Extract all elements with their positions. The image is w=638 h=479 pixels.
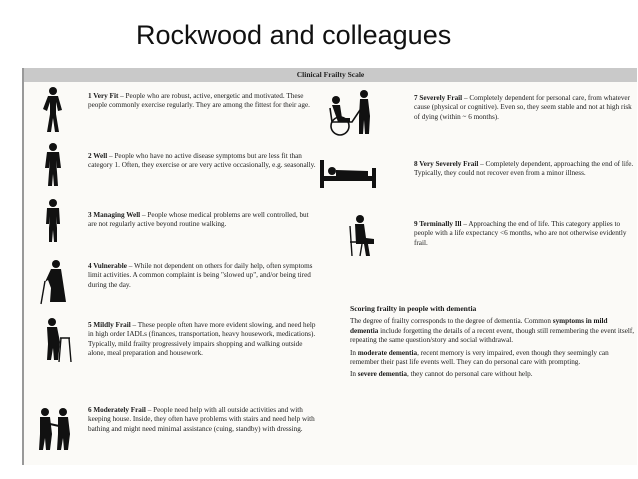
- very-severely-frail-bed-figure-icon: [318, 156, 378, 190]
- slide-title: Rockwood and colleagues: [136, 20, 452, 50]
- terminally-ill-seated-figure-icon: [344, 214, 378, 258]
- moderate-dementia-paragraph: In moderate dementia, recent memory is very impaired, even though they seemingly can remember their past life events well. They can do personal care with prompting.: [350, 348, 609, 367]
- very-fit-figure-icon: [38, 86, 68, 134]
- clinical-frailty-scale: [22, 68, 637, 465]
- severe-dementia-paragraph: In severe dementia, they cannot do personal care without help.: [350, 370, 533, 379]
- frailty-level-3: 3 Managing Well – People whose medical problems are well controlled, but are not regularly active beyond routine walking.: [88, 211, 309, 229]
- managing-well-figure-icon: [38, 198, 68, 244]
- vulnerable-cane-figure-icon: [36, 258, 72, 306]
- severely-frail-wheelchair-figure-icon: [322, 90, 378, 138]
- frailty-level-7: 7 Severely Frail – Completely dependent for personal care, from whatever cause (physical or cognitive). Even so, they seem stable and not at high risk of dying (within ~ 6 months).: [414, 94, 632, 121]
- moderately-frail-assisted-figure-icon: [32, 406, 78, 452]
- frailty-level-8: 8 Very Severely Frail – Completely dependent, approaching the end of life. Typically, they could not recover even from a minor illness.: [414, 160, 634, 178]
- frailty-level-9: 9 Terminally Ill – Approaching the end of life. This category applies to people with a life expectancy <6 months, who are not otherwise evidently frail.: [414, 220, 627, 247]
- frailty-level-5: 5 Mildly Frail – These people often have more evident slowing, and need help in high order IADLs (finances, transportation, heavy housework, medications). Typically, mild frailty progressively impairs shopping and walking outside alone, meal preparation and housework.: [88, 321, 316, 358]
- frailty-level-4: 4 Vulnerable – While not dependent on others for daily help, often symptoms limit activities. A common complaint is being "slowed up", and/or being tired during the day.: [88, 262, 313, 289]
- dementia-heading: Scoring frailty in people with dementia: [350, 304, 477, 313]
- frailty-level-6: 6 Moderately Frail – People need help with all outside activities and with keeping house. Inside, they often have problems with stairs and need help with bathing and might need minimal assistance (cuing, standby) with dressing.: [88, 406, 315, 433]
- scale-header: Clinical Frailty Scale: [24, 68, 637, 82]
- frailty-level-1: 1 Very Fit – People who are robust, active, energetic and motivated. These people commonly exercise regularly. They are among the fittest for their age.: [88, 92, 310, 110]
- frailty-level-2: 2 Well – People who have no active disease symptoms but are less fit than category 1. Often, they exercise or are very active occasionally, e.g. seasonally.: [88, 152, 316, 170]
- mild-dementia-paragraph: The degree of frailty corresponds to the degree of dementia. Common symptoms in mild dementia include forgetting the details of a recent event, though still remembering the event itself, repeating the same question/story and social withdrawal.: [350, 317, 635, 345]
- dementia-scoring-section: [350, 304, 635, 383]
- well-figure-icon: [38, 142, 68, 188]
- mildly-frail-walker-figure-icon: [38, 316, 74, 364]
